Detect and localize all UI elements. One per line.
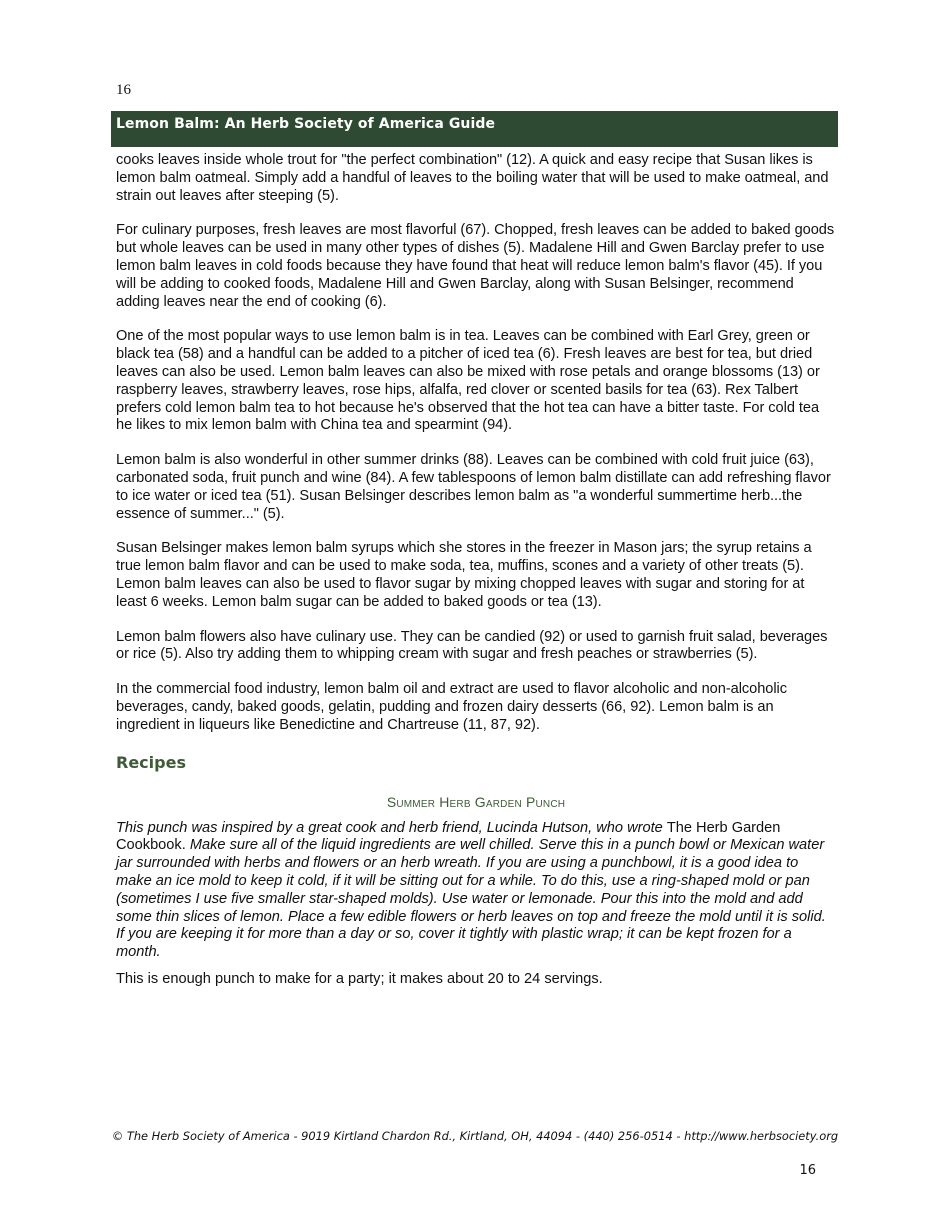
- page-content: [116, 152, 836, 989]
- body-paragraph: Susan Belsinger makes lemon balm syrups which she stores in the freezer in Mason jars; the syrup retains a true lemon balm flavor and can be used to make soda, tea, muffins, scones and a variety of other treats (5). Lemon balm leaves can also be used to flavor sugar by mixing chopped leaves with sugar and storing for at least 6 weeks. Lemon balm sugar can be added to baked goods or tea (13).: [116, 540, 812, 610]
- document-header-title: Lemon Balm: An Herb Society of America Guide: [116, 116, 496, 132]
- body-paragraph: Lemon balm flowers also have culinary use. They can be candied (92) or used to garnish fruit salad, beverages or rice (5). Also try adding them to whipping cream with sugar and fresh peaches or strawberries (5).: [116, 628, 828, 663]
- page-number-top: 16: [116, 82, 131, 98]
- recipe-title: Summer Herb Garden Punch: [386, 793, 566, 810]
- body-paragraph: One of the most popular ways to use lemon balm is in tea. Leaves can be combined with Earl Grey, green or black tea (58) and a handful can be added to a pitcher of iced tea (6). Fresh leaves are best for tea, but dried leaves can also be used. Lemon balm leaves can also be mixed with rose petals and orange blossoms (13) or raspberry leaves, strawberry leaves, rose hips, alfalfa, red clover or scented basils for tea (63). Rex Talbert prefers cold lemon balm tea to hot because he's observed that the hot tea can have a bitter taste. For cold tea he likes to mix lemon balm with China tea and spearmint (94).: [116, 328, 820, 434]
- document-header-bar: [111, 111, 838, 147]
- page-number-bottom: 16: [799, 1163, 816, 1178]
- recipe-servings-note: This is enough punch to make for a party; it makes about 20 to 24 servings.: [116, 970, 603, 987]
- body-paragraph: In the commercial food industry, lemon balm oil and extract are used to flavor alcoholic and non-alcoholic beverages, candy, baked goods, gelatin, pudding and frozen dairy desserts (66, 92). Lemon balm is an ingredient in liqueurs like Benedictine and Chartreuse (11, 87, 92).: [116, 681, 787, 733]
- body-paragraph: For culinary purposes, fresh leaves are most flavorful (67). Chopped, fresh leaves can be added to baked goods but whole leaves can be used in many other types of dishes (5). Madalene Hill and Gwen Barclay prefer to use lemon balm leaves in cold foods because they have found that heat will reduce lemon balm's flavor (45). If you will be adding to cooked foods, Madalene Hill and Gwen Barclay, along with Susan Belsinger, recommend adding leaves near the end of cooking (6).: [116, 222, 835, 310]
- body-paragraph: Lemon balm is also wonderful in other summer drinks (88). Leaves can be combined with cold fruit juice (63), carbonated soda, fruit punch and wine (84). A few tablespoons of lemon balm distillate can add refreshing flavor to ice water or iced tea (51). Susan Belsinger describes lemon balm as "a wonderful summertime herb...the essence of summer..." (5).: [116, 452, 831, 522]
- body-paragraph: cooks leaves inside whole trout for "the perfect combination" (12). A quick and easy recipe that Susan likes is lemon balm oatmeal. Simply add a handful of leaves to the boiling water that will be used to make oatmeal, and strain out leaves after steeping (5).: [116, 152, 829, 204]
- recipe-intro-part1: This punch was inspired by a great cook and herb friend, Lucinda Hutson, who wrote: [116, 819, 667, 836]
- recipes-heading: Recipes: [116, 752, 186, 772]
- recipe-book-title: The Herb Garden Cookbook.: [116, 819, 781, 854]
- recipe-intro: [116, 820, 836, 962]
- recipe-intro-part2: Make sure all of the liquid ingredients are well chilled. Serve this in a punch bowl or Mexican water jar surrounded with herbs and flowers or an herb wreath. If you are using a punchbowl, it is a good idea to make an ice mold to keep it cold, if it will be sitting out for a while. To do this, use a ring-shaped mold or pan (sometimes I use five smaller star-shaped molds). Use water or lemonade. Pour this into the mold and add some thin slices of lemon. Place a few edible flowers or herb leaves on top and freeze the mold until it is solid. If you are keeping it for more than a day or so, cover it tightly with plastic wrap; it can be kept frozen for a month.: [116, 837, 826, 961]
- footer-copyright: © The Herb Society of America - 9019 Kirtland Chardon Rd., Kirtland, OH, 44094 - (440) 256-0514 - http://www.herbsociety.org: [111, 1129, 839, 1143]
